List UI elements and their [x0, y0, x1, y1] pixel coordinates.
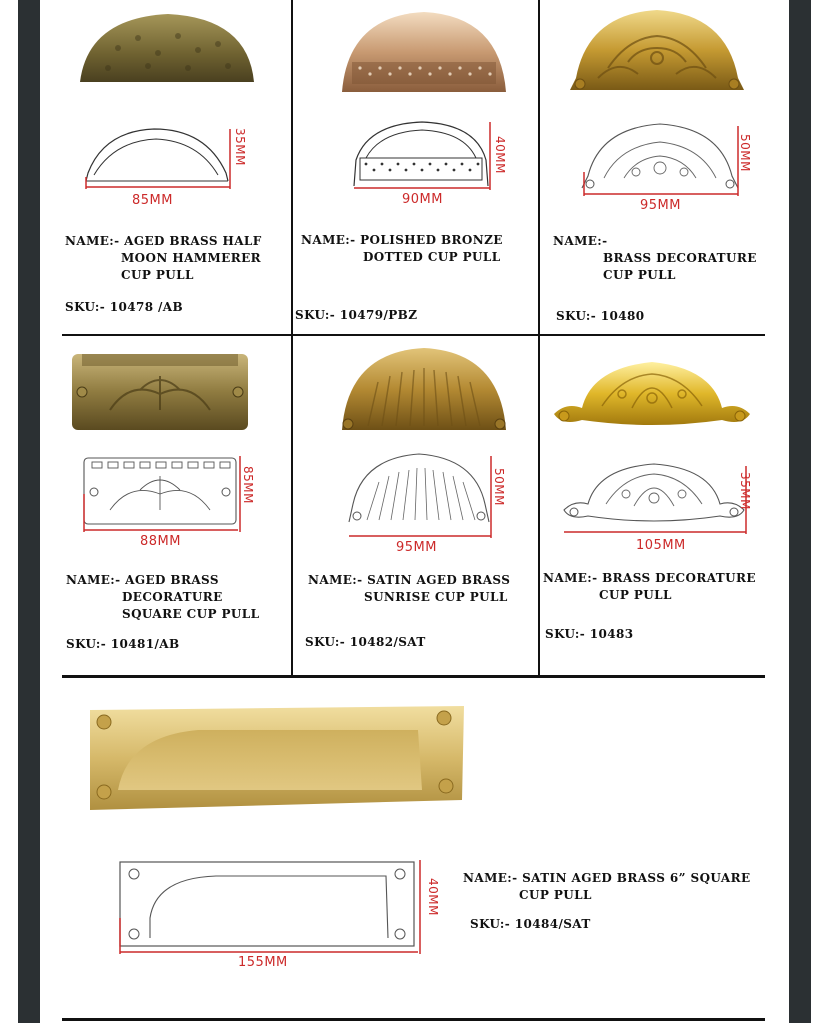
product-name: NAME:- AGED BRASS HALF MOON HAMMERER CUP PULL	[65, 234, 262, 282]
width-dimension: 155MM	[238, 955, 288, 970]
product-sku: SKU:- 10480	[556, 309, 645, 323]
name-label: NAME:-	[543, 571, 598, 585]
height-dimension: 50MM	[492, 468, 506, 506]
width-dimension: 90MM	[402, 192, 443, 207]
technical-drawing	[345, 452, 499, 540]
row-divider	[62, 675, 765, 678]
width-dimension: 95MM	[640, 198, 681, 213]
sku-label: SKU:-	[65, 300, 106, 314]
technical-drawing	[80, 454, 244, 534]
sku-label: SKU:-	[66, 637, 107, 651]
product-name: NAME:- AGED BRASS DECORATURE SQUARE CUP PULL	[66, 573, 260, 621]
product-sku: SKU:- 10481/AB	[66, 637, 180, 651]
sku-label: SKU:-	[470, 917, 511, 931]
product-sku: SKU:- 10483	[545, 627, 634, 641]
product-name: NAME:- SATIN AGED BRASS SUNRISE CUP PULL	[308, 573, 511, 604]
product-sku: SKU:- 10478 /AB	[65, 300, 184, 314]
technical-drawing	[580, 122, 744, 198]
width-dimension: 105MM	[636, 538, 686, 553]
height-dimension: 35MM	[233, 128, 247, 166]
cup-pull-photo	[88, 700, 468, 816]
cup-pull-photo	[78, 8, 258, 88]
product-name: NAME:- BRASS DECORATURE CUP PULL	[553, 234, 757, 282]
product-name: NAME:- BRASS DECORATURE CUP PULL	[543, 571, 756, 602]
cup-pull-photo	[552, 358, 752, 430]
right-margin-bar	[789, 0, 811, 1023]
height-dimension: 35MM	[738, 472, 752, 510]
name-label: NAME:-	[308, 573, 363, 587]
left-margin-bar	[18, 0, 40, 1023]
height-dimension: 85MM	[241, 466, 255, 504]
width-dimension: 95MM	[396, 540, 437, 555]
width-dimension: 88MM	[140, 534, 181, 549]
grid-divider	[538, 0, 540, 336]
width-dimension: 85MM	[132, 193, 173, 208]
sku-label: SKU:-	[545, 627, 586, 641]
grid-divider	[291, 0, 293, 336]
height-dimension: 50MM	[738, 134, 752, 172]
product-name: NAME:- SATIN AGED BRASS 6” SQUARE CUP PULL	[463, 871, 751, 902]
sku-label: SKU:-	[556, 309, 597, 323]
name-label: NAME:-	[65, 234, 120, 248]
technical-drawing	[116, 858, 444, 958]
product-sku: SKU:- 10479/PBZ	[295, 308, 418, 322]
cup-pull-photo	[70, 350, 250, 434]
cup-pull-photo	[338, 8, 510, 100]
name-label: NAME:-	[66, 573, 121, 587]
product-sku: SKU:- 10482/SAT	[305, 635, 426, 649]
sku-label: SKU:-	[295, 308, 336, 322]
height-dimension: 40MM	[493, 136, 507, 174]
grid-divider	[291, 336, 293, 676]
name-label: NAME:-	[553, 234, 608, 248]
product-name: NAME:- POLISHED BRONZE DOTTED CUP PULL	[301, 233, 503, 264]
cup-pull-photo	[568, 8, 746, 98]
name-label: NAME:-	[463, 871, 518, 885]
cup-pull-photo	[338, 346, 510, 438]
technical-drawing	[84, 125, 236, 189]
technical-drawing	[352, 120, 496, 192]
grid-divider	[538, 336, 540, 676]
row-divider	[62, 1018, 765, 1021]
product-sku: SKU:- 10484/SAT	[470, 917, 591, 931]
sku-label: SKU:-	[305, 635, 346, 649]
technical-drawing	[562, 462, 752, 538]
name-label: NAME:-	[301, 233, 356, 247]
row-divider	[62, 334, 765, 336]
height-dimension: 40MM	[426, 878, 440, 916]
